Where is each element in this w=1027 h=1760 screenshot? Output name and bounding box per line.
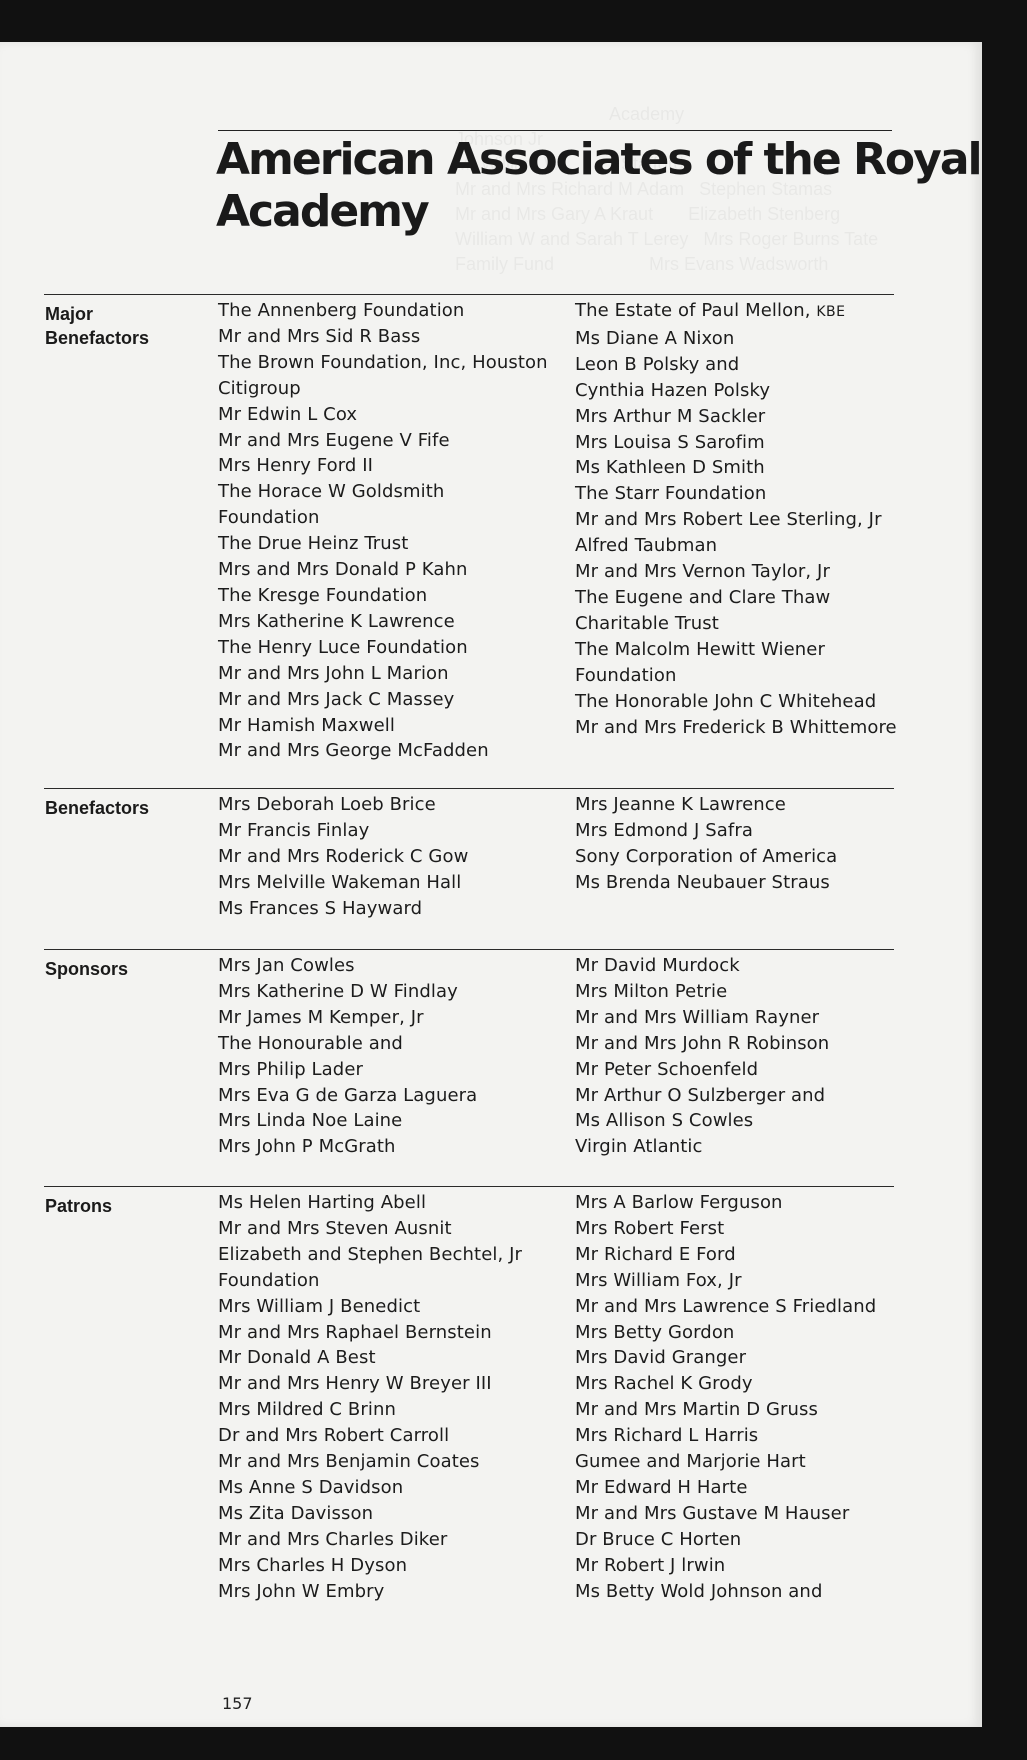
list-item: Mrs Melville Wakeman Hall <box>218 871 462 893</box>
list-item: Ms Allison S Cowles <box>575 1110 754 1132</box>
section-rule <box>44 949 894 950</box>
section-benefactors <box>44 788 894 938</box>
list-item: Mrs William J Benedict <box>218 1295 421 1317</box>
list-item: Mrs William Fox, Jr <box>575 1269 742 1291</box>
section-heading: Patrons <box>45 1196 113 1216</box>
list-item: Mr Francis Finlay <box>218 819 370 841</box>
list-item: The Starr Foundation <box>575 483 767 505</box>
name-list-left <box>218 953 477 1160</box>
list-item: The Horace W Goldsmith <box>218 481 445 503</box>
list-item: Mrs David Granger <box>575 1347 747 1369</box>
list-item: The Eugene and Clare Thaw <box>575 586 831 608</box>
list-item: Dr and Mrs Robert Carroll <box>218 1425 450 1447</box>
list-item: Mr and Mrs Martin D Gruss <box>575 1399 819 1421</box>
list-item: Mrs and Mrs Donald P Kahn <box>218 559 468 581</box>
list-item: Mrs Robert Ferst <box>575 1217 725 1239</box>
list-item: Mrs Jan Cowles <box>218 955 355 976</box>
name-list-left <box>218 298 548 764</box>
list-item: Mr and Mrs Eugene V Fife <box>218 429 450 451</box>
section-major-benefactors <box>44 294 897 762</box>
list-item: Mrs Deborah Loeb Brice <box>218 794 436 815</box>
list-item: Foundation <box>218 1269 320 1291</box>
list-item: Mr Robert J lrwin <box>575 1554 726 1576</box>
list-item: Mrs Mildred C Brinn <box>218 1399 396 1421</box>
list-item: Mr and Mrs Robert Lee Sterling, Jr <box>575 509 882 531</box>
list-item: Mr and Mrs Frederick B Whittemore <box>575 716 897 738</box>
list-item: Ms Brenda Neubauer Straus <box>575 871 830 893</box>
list-item: Cynthia Hazen Polsky <box>575 379 771 401</box>
list-item-text: The Estate of Paul Mellon, <box>575 300 811 321</box>
list-item: Mr and Mrs Jack C Massey <box>218 688 455 710</box>
list-item: Citigroup <box>218 377 301 399</box>
list-item: The Malcolm Hewitt Wiener <box>575 638 825 660</box>
list-item: Mr and Mrs Benjamin Coates <box>218 1451 480 1473</box>
list-item: Mr and Mrs Raphael Bernstein <box>218 1321 492 1343</box>
list-item: Mrs John P McGrath <box>218 1136 396 1158</box>
list-item: Ms Zita Davisson <box>218 1502 374 1524</box>
list-item: Elizabeth and Stephen Bechtel, Jr <box>218 1243 523 1265</box>
list-item: Mrs Philip Lader <box>218 1058 364 1080</box>
list-item: Mr Arthur O Sulzberger and <box>575 1084 826 1106</box>
list-item: The Honorable John C Whitehead <box>575 690 877 712</box>
list-item: Foundation <box>575 664 677 686</box>
list-item: Mrs A Barlow Ferguson <box>575 1192 783 1213</box>
list-item: Dr Bruce C Horten <box>575 1528 742 1550</box>
section-sponsors <box>44 949 894 1169</box>
list-item: Ms Anne S Davidson <box>218 1476 404 1498</box>
list-item: Mr and Mrs Vernon Taylor, Jr <box>575 561 830 583</box>
list-item: Mr and Mrs Gustave M Hauser <box>575 1502 850 1524</box>
name-list-right <box>575 953 829 1160</box>
name-list-right <box>575 792 837 896</box>
honour-suffix: KBE <box>816 304 846 320</box>
list-item: Ms Frances S Hayward <box>218 897 423 919</box>
list-item: Mrs Edmond J Safra <box>575 819 753 841</box>
section-heading: Benefactors <box>45 798 150 818</box>
list-item: The Kresge Foundation <box>218 584 428 606</box>
list-item: Mrs Arthur M Sackler <box>575 405 766 427</box>
list-item: The Annenberg Foundation <box>218 300 465 321</box>
list-item: Mrs Henry Ford II <box>218 455 374 477</box>
list-item: Mrs Linda Noe Laine <box>218 1110 403 1132</box>
list-item: Mr Edwin L Cox <box>218 403 358 425</box>
list-item: Mr and Mrs John L Marion <box>218 662 449 684</box>
list-item: Mr and Mrs John R Robinson <box>575 1032 830 1054</box>
list-item: Mrs Eva G de Garza Laguera <box>218 1084 478 1106</box>
list-item: Mr and Mrs William Rayner <box>575 1006 820 1028</box>
name-list-left <box>218 1190 522 1605</box>
list-item: Mr Donald A Best <box>218 1347 376 1369</box>
list-item: Mrs John W Embry <box>218 1580 385 1602</box>
page-number: 157 <box>222 1694 253 1713</box>
list-item: Mr Edward H Harte <box>575 1476 748 1498</box>
list-item: Mrs Katherine K Lawrence <box>218 610 455 632</box>
list-item: Mr and Mrs Lawrence S Friedland <box>575 1295 877 1317</box>
section-rule <box>44 294 894 295</box>
title-text: American Associates of the Royal Academy <box>216 134 981 237</box>
list-item: Mrs Richard L Harris <box>575 1425 759 1447</box>
section-rule <box>44 788 894 789</box>
list-item: Mr James M Kemper, Jr <box>218 1006 424 1028</box>
list-item: Mr and Mrs Roderick C Gow <box>218 845 469 867</box>
list-item: Mrs Jeanne K Lawrence <box>575 794 786 815</box>
list-item: The Brown Foundation, Inc, Houston <box>218 351 548 373</box>
page-title <box>216 134 982 238</box>
title-rule <box>218 130 892 131</box>
list-item: Sony Corporation of America <box>575 845 838 867</box>
section-patrons <box>44 1186 894 1616</box>
section-heading: Sponsors <box>45 959 129 979</box>
list-item: Ms Kathleen D Smith <box>575 457 765 479</box>
list-item: Mr Peter Schoenfeld <box>575 1058 759 1080</box>
list-item: Mr and Mrs Henry W Breyer III <box>218 1373 492 1395</box>
list-item: Mr Richard E Ford <box>575 1243 736 1265</box>
list-item: The Honourable and <box>218 1032 403 1054</box>
list-item: Ms Betty Wold Johnson and <box>575 1580 823 1602</box>
list-item: The Henry Luce Foundation <box>218 636 468 658</box>
list-item: Gumee and Marjorie Hart <box>575 1451 806 1473</box>
page <box>0 42 982 1727</box>
name-list-left <box>218 792 468 922</box>
list-item: Mr and Mrs Charles Diker <box>218 1528 448 1550</box>
list-item: Mrs Katherine D W Findlay <box>218 980 458 1002</box>
section-rule <box>44 1186 894 1187</box>
list-item: Virgin Atlantic <box>575 1136 703 1158</box>
list-item: Mrs Charles H Dyson <box>218 1554 408 1576</box>
list-item: Mrs Rachel K Grody <box>575 1373 753 1395</box>
list-item: Ms Helen Harting Abell <box>218 1192 427 1213</box>
list-item: Mrs Milton Petrie <box>575 980 728 1002</box>
list-item: Ms Diane A Nixon <box>575 327 735 349</box>
list-item: The Drue Heinz Trust <box>218 533 409 555</box>
list-item: Alfred Taubman <box>575 535 718 557</box>
list-item: Mr and Mrs Steven Ausnit <box>218 1217 452 1239</box>
name-list-right <box>575 298 897 740</box>
list-item: Mr and Mrs Sid R Bass <box>218 325 421 347</box>
list-item <box>575 298 897 326</box>
section-heading: Major Benefactors <box>45 304 150 348</box>
list-item: Charitable Trust <box>575 612 719 634</box>
list-item: Mr Hamish Maxwell <box>218 714 395 736</box>
list-item: Mr and Mrs George McFadden <box>218 740 489 762</box>
list-item: Mr David Murdock <box>575 955 740 976</box>
list-item: Leon B Polsky and <box>575 353 740 375</box>
list-item: Foundation <box>218 507 320 529</box>
name-list-right <box>575 1190 876 1605</box>
list-item: Mrs Louisa S Sarofim <box>575 431 765 453</box>
list-item: Mrs Betty Gordon <box>575 1321 735 1343</box>
